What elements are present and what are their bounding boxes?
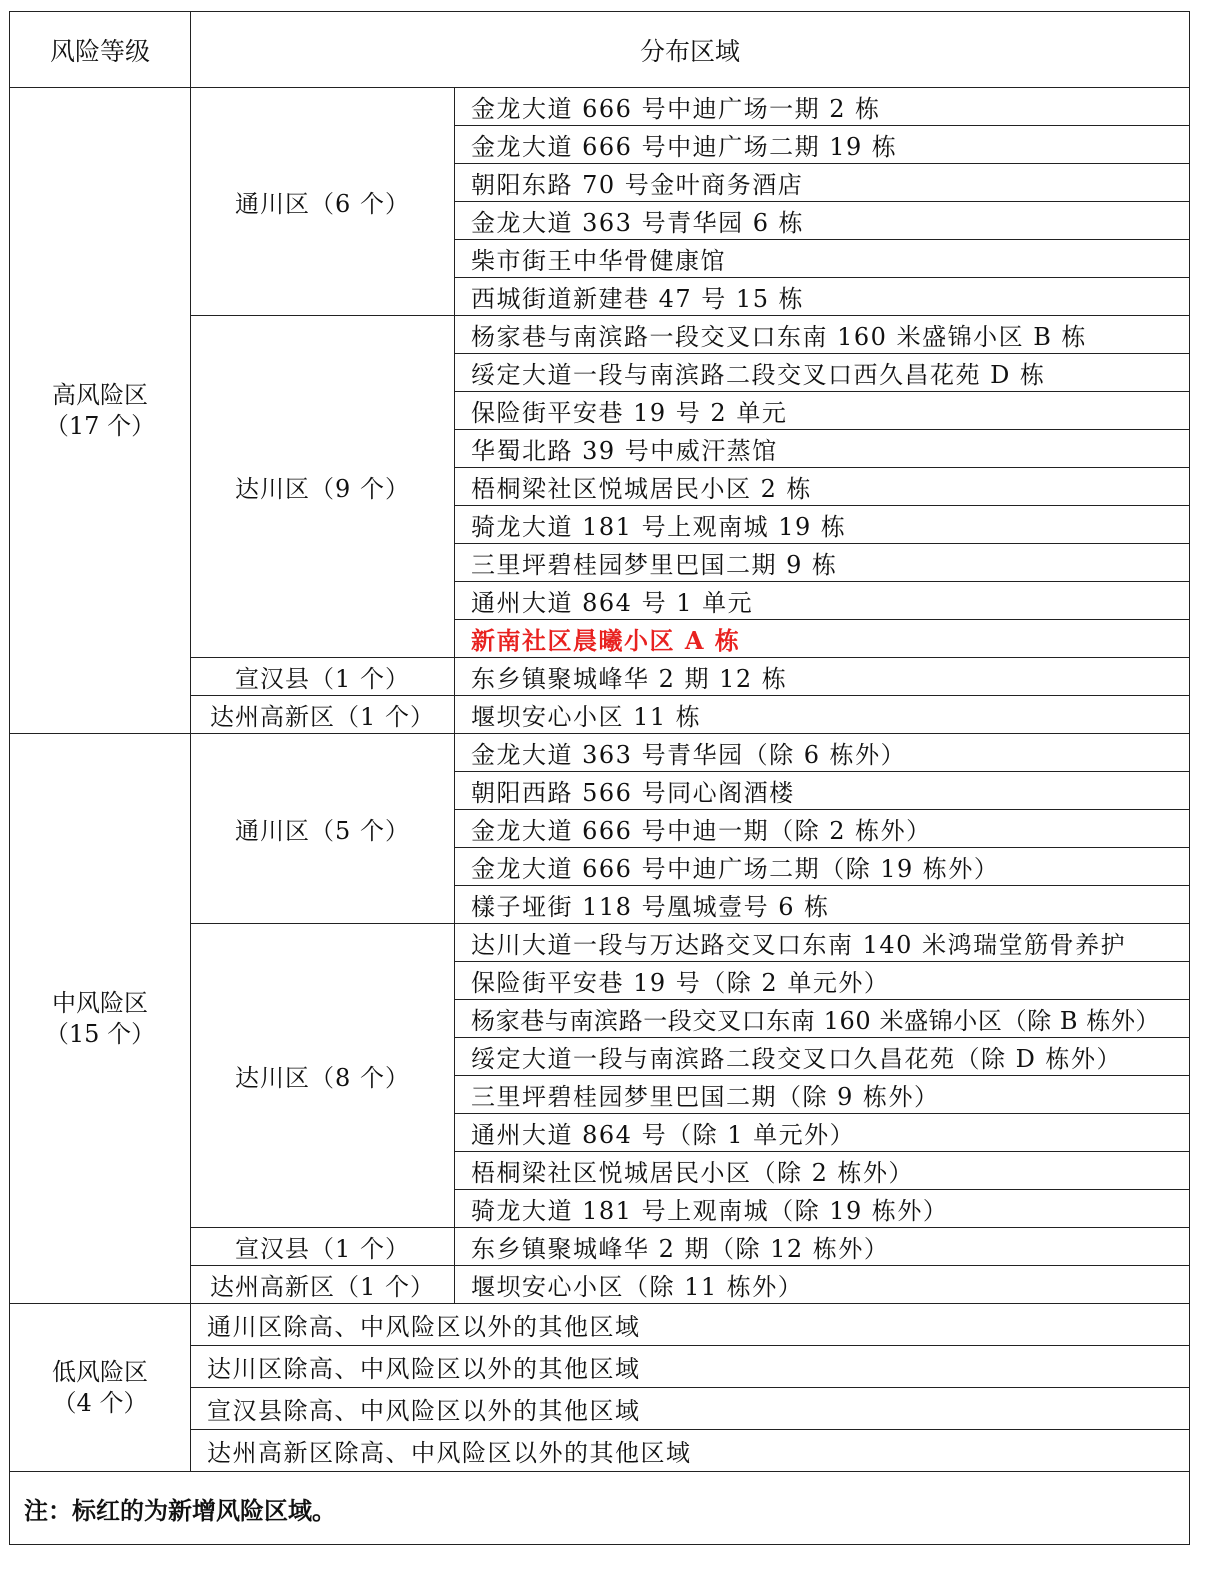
- area-cell: 堰坝安心小区 11 栋: [455, 696, 1190, 734]
- table-row: [10, 1304, 1190, 1346]
- district-cell: 达川区（8 个）: [191, 924, 455, 1228]
- header-distribution-area: 分布区域: [191, 12, 1190, 88]
- header-risk-level: 风险等级: [10, 12, 191, 88]
- area-cell: 通州大道 864 号（除 1 单元外）: [455, 1114, 1190, 1152]
- level-name-medium: 中风险区: [52, 988, 148, 1017]
- low-area-cell: 宣汉县除高、中风险区以外的其他区域: [191, 1388, 1190, 1430]
- area-cell: 三里坪碧桂园梦里巴国二期（除 9 栋外）: [455, 1076, 1190, 1114]
- risk-area-table: [9, 11, 1190, 1545]
- area-cell: 保险街平安巷 19 号 2 单元: [455, 392, 1190, 430]
- district-cell: 达州高新区（1 个）: [191, 1266, 455, 1304]
- note-row: [10, 1472, 1190, 1545]
- area-cell: 杨家巷与南滨路一段交叉口东南 160 米盛锦小区 B 栋: [455, 316, 1190, 354]
- level-count-medium: （15 个）: [44, 1019, 156, 1048]
- district-cell: 达川区（9 个）: [191, 316, 455, 658]
- area-cell: 金龙大道 666 号中迪一期（除 2 栋外）: [455, 810, 1190, 848]
- area-cell: 朝阳东路 70 号金叶商务酒店: [455, 164, 1190, 202]
- area-cell: 保险街平安巷 19 号（除 2 单元外）: [455, 962, 1190, 1000]
- area-cell: 绥定大道一段与南滨路二段交叉口西久昌花苑 D 栋: [455, 354, 1190, 392]
- level-name-high: 高风险区: [52, 380, 148, 409]
- area-cell: 骑龙大道 181 号上观南城 19 栋: [455, 506, 1190, 544]
- level-name-low: 低风险区: [52, 1357, 148, 1386]
- area-cell-new: 新南社区晨曦小区 A 栋: [455, 620, 1190, 658]
- area-cell: 杨家巷与南滨路一段交叉口东南 160 米盛锦小区（除 B 栋外）: [455, 1000, 1190, 1038]
- area-cell: 金龙大道 666 号中迪广场二期 19 栋: [455, 126, 1190, 164]
- area-cell: 柴市街王中华骨健康馆: [455, 240, 1190, 278]
- area-cell: 西城街道新建巷 47 号 15 栋: [455, 278, 1190, 316]
- area-cell: 朝阳西路 566 号同心阁酒楼: [455, 772, 1190, 810]
- level-count-high: （17 个）: [44, 411, 156, 440]
- district-cell: 宣汉县（1 个）: [191, 658, 455, 696]
- low-area-cell: 通川区除高、中风险区以外的其他区域: [191, 1304, 1190, 1346]
- level-cell-medium: [10, 734, 191, 1304]
- area-cell: 通州大道 864 号 1 单元: [455, 582, 1190, 620]
- area-cell: 骑龙大道 181 号上观南城（除 19 栋外）: [455, 1190, 1190, 1228]
- table-row: [10, 88, 1190, 126]
- area-cell: 金龙大道 363 号青华园 6 栋: [455, 202, 1190, 240]
- level-cell-high: [10, 88, 191, 734]
- district-cell: 宣汉县（1 个）: [191, 1228, 455, 1266]
- header-row: [10, 12, 1190, 88]
- level-cell-low: [10, 1304, 191, 1472]
- area-cell: 梧桐梁社区悦城居民小区 2 栋: [455, 468, 1190, 506]
- area-cell: 金龙大道 666 号中迪广场二期（除 19 栋外）: [455, 848, 1190, 886]
- area-cell: 梧桐梁社区悦城居民小区（除 2 栋外）: [455, 1152, 1190, 1190]
- area-cell: 绥定大道一段与南滨路二段交叉口久昌花苑（除 D 栋外）: [455, 1038, 1190, 1076]
- low-area-cell: 达川区除高、中风险区以外的其他区域: [191, 1346, 1190, 1388]
- district-cell: 通川区（6 个）: [191, 88, 455, 316]
- table-row: [10, 734, 1190, 772]
- area-cell: 樣子垭街 118 号凰城壹号 6 栋: [455, 886, 1190, 924]
- level-count-low: （4 个）: [52, 1388, 148, 1417]
- area-cell: 东乡镇聚城峰华 2 期 12 栋: [455, 658, 1190, 696]
- area-cell: 东乡镇聚城峰华 2 期（除 12 栋外）: [455, 1228, 1190, 1266]
- footnote: 注：标红的为新增风险区域。: [10, 1472, 1190, 1545]
- area-cell: 金龙大道 666 号中迪广场一期 2 栋: [455, 88, 1190, 126]
- district-cell: 通川区（5 个）: [191, 734, 455, 924]
- area-cell: 华蜀北路 39 号中威汗蒸馆: [455, 430, 1190, 468]
- district-cell: 达州高新区（1 个）: [191, 696, 455, 734]
- area-cell: 三里坪碧桂园梦里巴国二期 9 栋: [455, 544, 1190, 582]
- area-cell: 金龙大道 363 号青华园（除 6 栋外）: [455, 734, 1190, 772]
- area-cell: 堰坝安心小区（除 11 栋外）: [455, 1266, 1190, 1304]
- low-area-cell: 达州高新区除高、中风险区以外的其他区域: [191, 1430, 1190, 1472]
- area-cell: 达川大道一段与万达路交叉口东南 140 米鸿瑞堂筋骨养护: [455, 924, 1190, 962]
